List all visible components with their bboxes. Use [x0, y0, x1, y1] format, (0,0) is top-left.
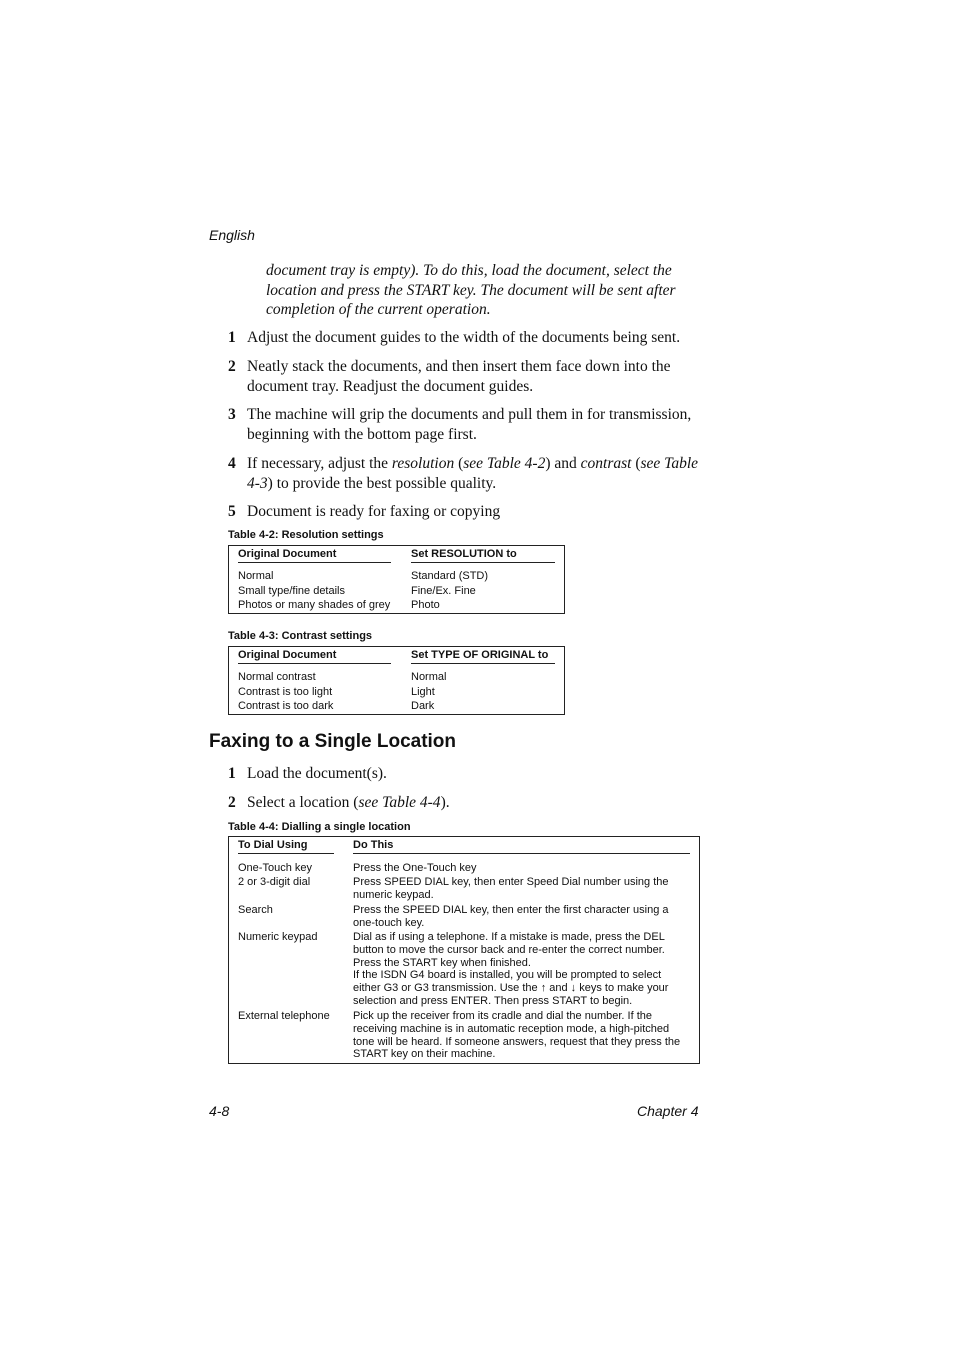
table-cell: Normal	[238, 570, 274, 582]
table-header: Set TYPE OF ORIGINAL to	[411, 649, 555, 664]
table-reference: see Table 4-4	[358, 794, 441, 811]
text-run: ).	[440, 794, 450, 811]
step-number: 5	[228, 503, 236, 520]
table-cell-line: button to move the cursor back and re-enter the correct number.	[353, 943, 665, 956]
table-cell: Contrast is too light	[238, 686, 333, 698]
table-reference: see Table 4-3	[247, 455, 699, 492]
table-cell: Light	[411, 686, 435, 698]
step-text: Document is ready for faxing or copying	[247, 503, 501, 520]
step-text: Load the document(s).	[247, 765, 387, 782]
table-cell-line: If the ISDN G4 board is installed, you will be prompted to select	[353, 969, 662, 982]
step-1	[228, 764, 703, 784]
table-header: To Dial Using	[238, 839, 334, 854]
table-header: Set RESOLUTION to	[411, 548, 555, 563]
step-text: Neatly stack the documents, and then insert them face down into the document tray. Readjust the document guides.	[247, 358, 671, 395]
page-number: 4-8	[209, 1103, 230, 1119]
table-cell-line: Press the START key when finished.	[353, 956, 531, 969]
table-cell: Search	[238, 904, 273, 916]
table-cell-line: Pick up the receiver from its cradle and dial the number. If the	[353, 1010, 652, 1022]
table-cell-line: Press the One-Touch key	[353, 862, 477, 874]
section-title: Faxing to a Single Location	[209, 731, 457, 752]
table-cell-line: either G3 or G3 transmission. Use the ↑ and ↓ keys to make your	[353, 982, 669, 995]
step-2	[228, 793, 703, 813]
text-run: ) and	[545, 455, 581, 472]
table-cell: One-Touch key	[238, 862, 312, 874]
table-cell-line: Dial as if using a telephone. If a mistake is made, press the DEL	[353, 931, 665, 943]
step-number: 2	[228, 358, 236, 375]
contrast-table	[228, 646, 565, 715]
table-header: Original Document	[238, 548, 391, 563]
text-run: (	[631, 455, 641, 472]
text-run: Select a location (	[247, 794, 359, 811]
step-5	[228, 502, 703, 522]
step-4	[228, 454, 703, 493]
table-cell-line: Press the SPEED DIAL key, then enter the first character using a	[353, 904, 669, 916]
table-cell: Small type/fine details	[238, 585, 345, 597]
step-text: The machine will grip the documents and pull them in for transmission, beginning with the bottom page first.	[247, 406, 692, 443]
table-cell: 2 or 3-digit dial	[238, 876, 311, 888]
table-reference: see Table 4-2	[463, 455, 546, 472]
step-number: 3	[228, 406, 236, 423]
running-header-language: English	[209, 227, 255, 243]
table-cell: Contrast is too dark	[238, 700, 334, 712]
table-cell	[353, 876, 669, 902]
text-run: (	[454, 455, 464, 472]
step-2	[228, 357, 703, 396]
step-1	[228, 328, 703, 348]
table-caption: Table 4-2: Resolution settings	[228, 529, 384, 541]
table-header: Original Document	[238, 649, 391, 664]
table-caption: Table 4-4: Dialling a single location	[228, 821, 411, 833]
step-text	[247, 793, 703, 813]
table-cell: Photos or many shades of grey	[238, 599, 391, 611]
step-number: 4	[228, 455, 236, 472]
term-contrast: contrast	[580, 455, 632, 472]
table-cell	[353, 862, 477, 875]
table-cell: Fine/Ex. Fine	[411, 585, 476, 597]
resolution-table	[228, 545, 565, 614]
table-cell: Normal contrast	[238, 671, 316, 683]
table-cell	[353, 931, 668, 1008]
text-run: If necessary, adjust the	[247, 455, 392, 472]
table-caption: Table 4-3: Contrast settings	[228, 630, 373, 642]
table-cell: External telephone	[238, 1010, 330, 1022]
table-cell-line: Press SPEED DIAL key, then enter Speed Dial number using the	[353, 876, 669, 888]
table-cell: Numeric keypad	[238, 931, 318, 943]
dialling-table	[228, 836, 700, 1064]
table-cell-line: one-touch key.	[353, 916, 425, 929]
table-cell-line: START key on their machine.	[353, 1048, 496, 1061]
table-cell: Photo	[411, 599, 440, 611]
step-number: 1	[228, 765, 236, 782]
table-cell: Standard (STD)	[411, 570, 489, 582]
step-3	[228, 405, 703, 444]
table-cell	[353, 904, 668, 930]
text-run: ) to provide the best possible quality.	[267, 474, 497, 492]
table-header: Do This	[353, 839, 690, 854]
table-cell-line: receiving machine is in automatic reception mode, a high-pitched	[353, 1022, 670, 1035]
table-cell: Normal	[411, 671, 447, 683]
step-number: 2	[228, 794, 236, 811]
chapter-label: Chapter 4	[637, 1103, 699, 1119]
table-cell	[353, 1010, 680, 1061]
step-number: 1	[228, 329, 236, 346]
table-cell-line: numeric keypad.	[353, 888, 434, 901]
table-cell: Dark	[411, 700, 435, 712]
intro-paragraph: document tray is empty). To do this, load the document, select the location and press the START key. The document will be sent after completion of the current operation.	[266, 262, 676, 319]
table-cell-line: selection and press ENTER. Then press START to begin.	[353, 994, 633, 1007]
table-cell-line: tone will be heard. If someone answers, request that they press the	[353, 1035, 681, 1048]
step-text: Adjust the document guides to the width of the documents being sent.	[247, 329, 681, 346]
term-resolution: resolution	[391, 455, 455, 472]
step-text	[247, 454, 703, 493]
